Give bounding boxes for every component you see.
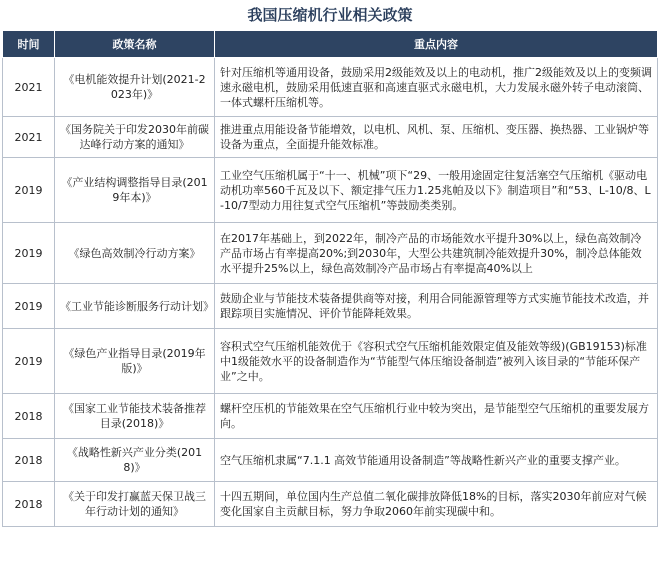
cell-policy-name: 《绿色产业指导目录(2019年版)》 [55, 329, 215, 394]
cell-key-content: 推进重点用能设备节能增效，以电机、风机、泵、压缩机、变压器、换热器、工业锅炉等设备为重点，全面提升能效标准。 [215, 117, 658, 158]
column-header-policy-name: 政策名称 [55, 31, 215, 58]
cell-year: 2019 [3, 329, 55, 394]
cell-key-content: 针对压缩机等通用设备，鼓励采用2级能效及以上的电动机，推广2级能效及以上的变频调速永磁电机，鼓励采用低速直驱和高速直驱式永磁电机，大力发展永磁外转子电动滚筒、一体式螺杆压缩机等。 [215, 58, 658, 117]
table-row [3, 482, 658, 527]
table-row [3, 223, 658, 284]
cell-policy-name: 《产业结构调整指导目录(2019年本)》 [55, 158, 215, 223]
cell-year: 2018 [3, 482, 55, 527]
cell-year: 2021 [3, 58, 55, 117]
policy-table [2, 30, 658, 527]
cell-policy-name: 《电机能效提升计划(2021-2023年)》 [55, 58, 215, 117]
column-header-year: 时间 [3, 31, 55, 58]
cell-year: 2019 [3, 284, 55, 329]
table-row [3, 158, 658, 223]
cell-policy-name: 《国家工业节能技术装备推荐目录(2018)》 [55, 394, 215, 439]
cell-key-content: 容积式空气压缩机能效优于《容积式空气压缩机能效限定值及能效等级)(GB19153)标准中1级能效水平的设备制造作为“节能型气体压缩设备制造”被列入该目录的“节能环保产业”之中。 [215, 329, 658, 394]
cell-year: 2018 [3, 394, 55, 439]
cell-policy-name: 《绿色高效制冷行动方案》 [55, 223, 215, 284]
table-row [3, 117, 658, 158]
column-header-key-content: 重点内容 [215, 31, 658, 58]
cell-key-content: 十四五期间，单位国内生产总值二氧化碳排放降低18%的目标，落实2030年前应对气候变化国家自主贡献目标，努力争取2060年前实现碳中和。 [215, 482, 658, 527]
cell-key-content: 在2017年基础上，到2022年，制冷产品的市场能效水平提升30%以上，绿色高效制冷产品市场占有率提高20%;到2030年，大型公共建筑制冷能效提升30%，制冷总体能效水平提升25%以上，绿色高效制冷产品市场占有率提高40%以上 [215, 223, 658, 284]
cell-policy-name: 《战略性新兴产业分类(2018)》 [55, 439, 215, 482]
cell-policy-name: 《工业节能诊断服务行动计划》 [55, 284, 215, 329]
cell-key-content: 螺杆空压机的节能效果在空气压缩机行业中较为突出，是节能型空气压缩机的重要发展方向。 [215, 394, 658, 439]
cell-year: 2019 [3, 158, 55, 223]
cell-year: 2021 [3, 117, 55, 158]
cell-policy-name: 《国务院关于印发2030年前碳达峰行动方案的通知》 [55, 117, 215, 158]
cell-key-content: 鼓励企业与节能技术装备提供商等对接，利用合同能源管理等方式实施节能技术改造，并跟踪项目实施情况、评价节能降耗效果。 [215, 284, 658, 329]
table-row [3, 58, 658, 117]
document-title: 我国压缩机行业相关政策 [247, 6, 413, 24]
cell-key-content: 工业空气压缩机属于“十一、机械”项下“29、一般用途固定往复活塞空气压缩机《驱动电动机功率560千瓦及以下、额定排气压力1.25兆帕及以下》制造项目”和“53、L-10/8、L-10/7型动力用往复式空气压缩机”等鼓励类类别。 [215, 158, 658, 223]
table-row [3, 439, 658, 482]
cell-policy-name: 《关于印发打赢蓝天保卫战三年行动计划的通知》 [55, 482, 215, 527]
table-row [3, 329, 658, 394]
cell-year: 2019 [3, 223, 55, 284]
cell-year: 2018 [3, 439, 55, 482]
cell-key-content: 空气压缩机隶属“7.1.1 高效节能通用设备制造”等战略性新兴产业的重要支撑产业。 [215, 439, 658, 482]
table-header-row [3, 31, 658, 58]
table-row [3, 284, 658, 329]
table-row [3, 394, 658, 439]
